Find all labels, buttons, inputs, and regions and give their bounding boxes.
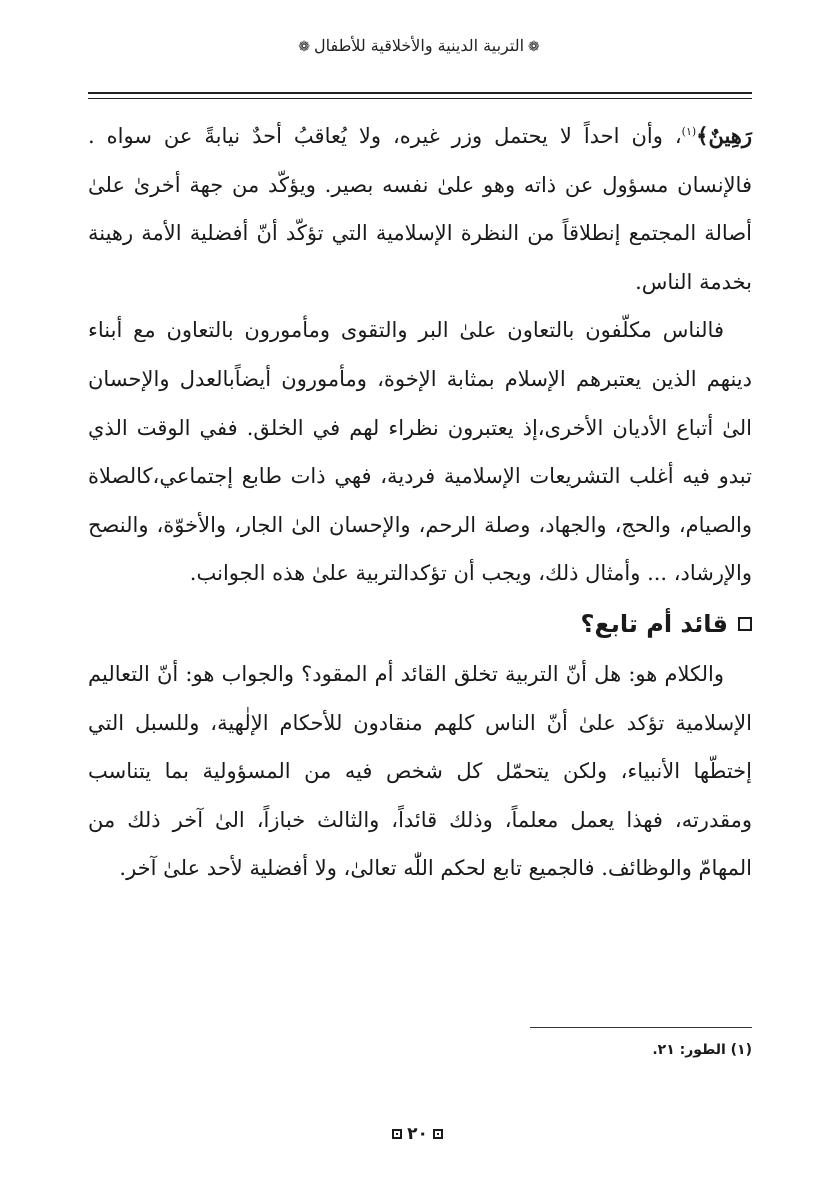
- paragraph-text: ، وأن احداً لا يحتمل وزر غيره، ولا يُعاقبُ أحدٌ نيابةً عن سواه . فالإنسان مسؤول عن ذاته وهو علىٰ نفسه بصير. ويؤكّد من جهة أخرىٰ علىٰ أصالة المجتمع إنطلاقاً من النظرة الإسلامية التي تؤكّد أنّ أفضلية الأمة رهينة بخدمة الناس.: [88, 124, 752, 294]
- page-number-value: ٢٠: [407, 1124, 428, 1144]
- running-header-title: التربية الدينية والأخلاقية للأطفال: [313, 36, 525, 55]
- paragraph: [88, 112, 752, 306]
- square-ornament-icon: [392, 1129, 402, 1139]
- footnote: (١) الطور: ٢١.: [652, 1042, 752, 1058]
- square-ornament-icon: [433, 1129, 443, 1139]
- paragraph: والكلام هو: هل أنّ التربية تخلق القائد أم المقود؟ والجواب هو: أنّ التعاليم الإسلامية تؤكد علىٰ أنّ الناس كلهم منقادون للأحكام الإلٰهية، وللسبل التي إختطّها الأنبياء، ولكن يتحمّل كل شخص فيه من المسؤولية بما يتناسب ومقدرته، فهذا يعمل معلماً، وذلك قائداً، والثالث خبازاً، الىٰ آخر ذلك من المهامّ والوظائف. فالجميع تابع لحكم اللّٰه تعالىٰ، ولا أفضلية لأحد علىٰ آخر.: [88, 661, 752, 881]
- ornament-icon: ❁: [528, 39, 540, 55]
- main-text: [88, 112, 752, 893]
- header-rule: [88, 92, 752, 94]
- ornament-icon: ❁: [298, 39, 310, 55]
- paragraph: فالناس مكلّفون بالتعاون علىٰ البر والتقوى ومأمورون بالتعاون مع أبناء دينهم الذين يعتبرهم الإسلام بمثابة الإخوة، ومأمورون أيضاًبالعدل والإحسان الىٰ أتباع الأديان الأخرى،إذ يعتبرون نظراء لهم في الخلق. ففي الوقت الذي تبدو فيه أغلب التشريعات الإسلامية فردية، فهي ذات طابع إجتماعي،كالصلاة والصيام، والحج، والجهاد، وصلة الرحم، والإحسان الىٰ الجار، والأخوّة، والنصح والإرشاد، ... وأمثال ذلك، ويجب أن تؤكدالتربية علىٰ هذه الجوانب.: [88, 318, 752, 586]
- header-rule-thin: [88, 98, 752, 99]
- page-number: [0, 1124, 835, 1144]
- square-bullet-icon: [738, 617, 752, 631]
- footnote-separator: [530, 1027, 752, 1028]
- quranic-quote-end: رَهِينٌ﴾: [696, 123, 752, 148]
- footnote-reference[interactable]: (١): [681, 125, 697, 138]
- section-heading: [88, 598, 752, 650]
- running-header: [88, 36, 750, 55]
- section-heading-text: قائد أم تابع؟: [580, 609, 728, 638]
